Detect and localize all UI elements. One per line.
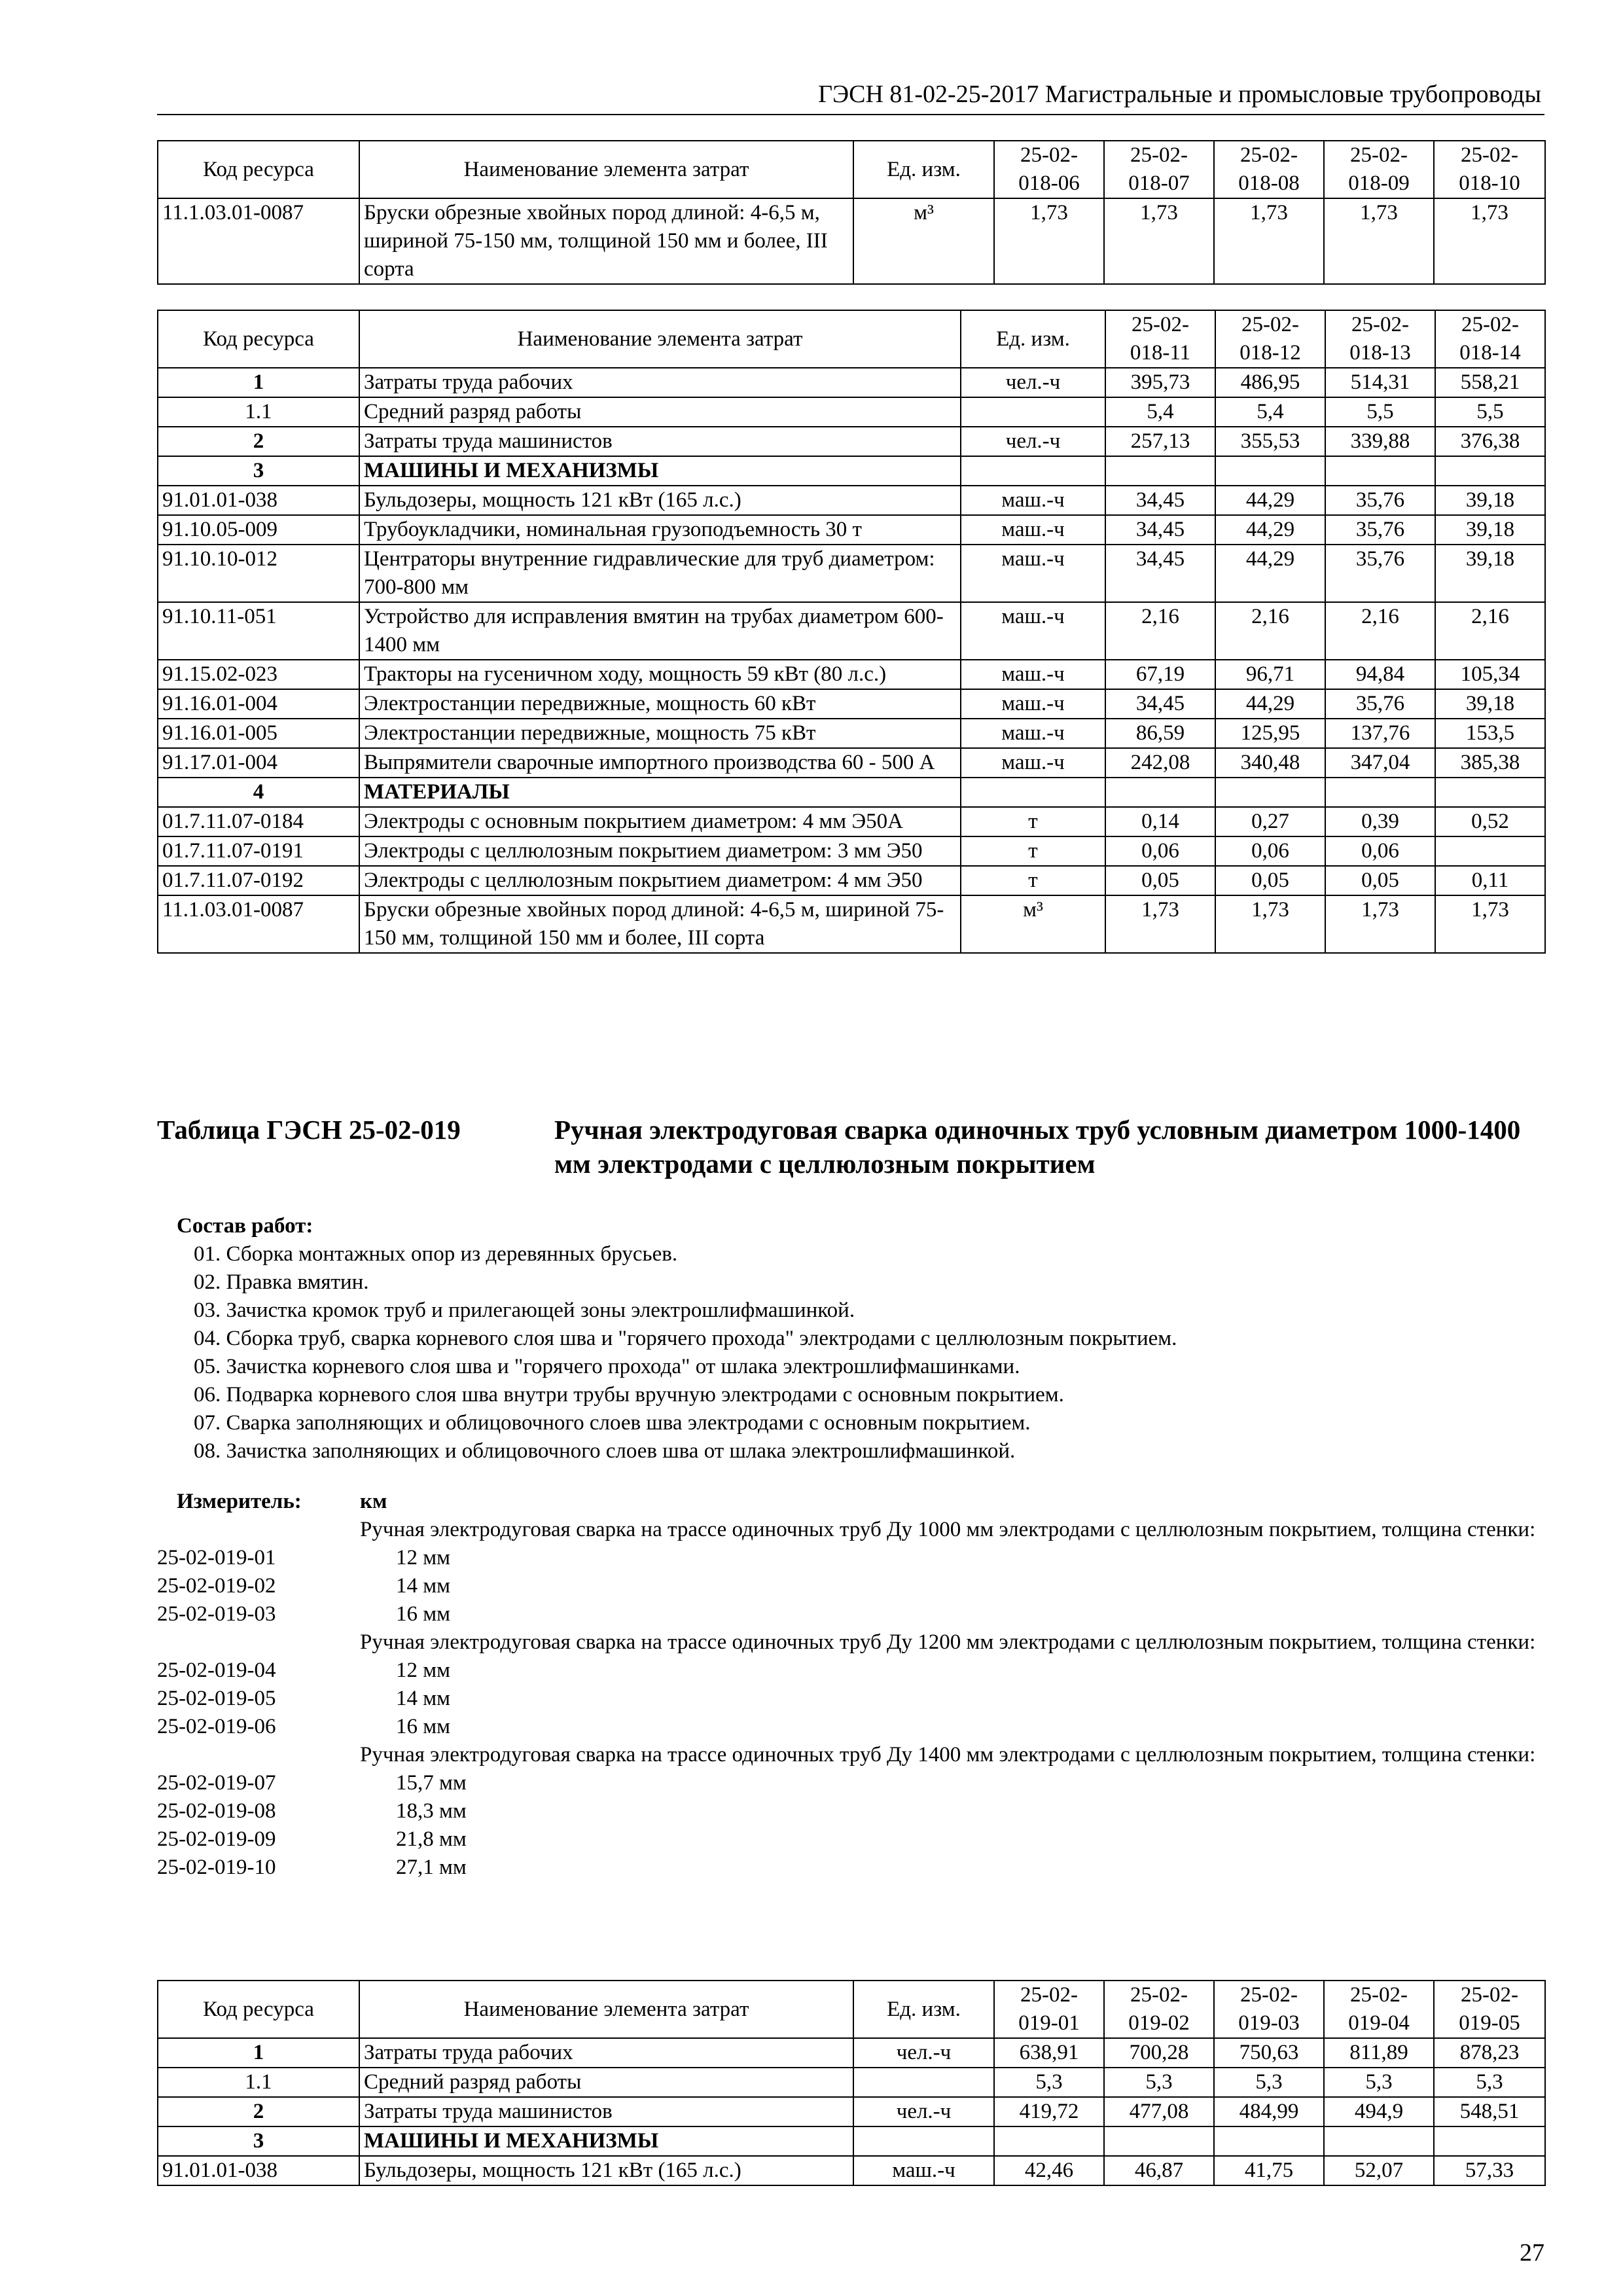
table-row (158, 486, 1545, 515)
resource-code: 2 (158, 427, 359, 456)
table-row (158, 778, 1545, 807)
norm-value: 5,5 (1435, 397, 1545, 427)
norm-value (1104, 2126, 1214, 2156)
resource-name: Электроды с целлюлозным покрытием диаметром: 4 мм Э50 (359, 866, 961, 895)
norm-code: 25-02-019-04 (157, 1659, 276, 1682)
norm-value: 700,28 (1104, 2038, 1214, 2068)
resource-name: Электроды с целлюлозным покрытием диаметром: 3 мм Э50 (359, 836, 961, 866)
norm-value: 2,16 (1105, 602, 1215, 660)
table-row (158, 2038, 1545, 2068)
norm-value: 5,3 (1104, 2068, 1214, 2097)
resource-name: Бруски обрезные хвойных пород длиной: 4-6,5 м, шириной 75-150 мм, толщиной 150 мм и более, III сорта (359, 198, 853, 284)
header-norm-code: 25-02- 018-13 (1325, 310, 1435, 368)
table-row (158, 719, 1545, 748)
table-row (158, 515, 1545, 545)
resource-code: 1 (158, 368, 359, 397)
norm-value: 355,53 (1215, 427, 1325, 456)
table-row (158, 427, 1545, 456)
resource-unit: маш.-ч (961, 486, 1105, 515)
norm-value: 638,91 (994, 2038, 1104, 2068)
norm-value (994, 2126, 1104, 2156)
norm-value: 5,3 (1434, 2068, 1545, 2097)
resource-code: 01.7.11.07-0184 (158, 807, 359, 836)
header-norm-code: 25-02- 019-01 (994, 1981, 1104, 2038)
norm-code: 25-02-019-10 (157, 1856, 276, 1879)
measurer-description: Ручная электродуговая сварка на трассе одиночных труб Ду 1000 мм электродами с целлюлозным покрытием, толщина стенки: (360, 1518, 1536, 1541)
header-row (158, 310, 1545, 368)
norm-value (1435, 836, 1545, 866)
norm-value: 0,52 (1435, 807, 1545, 836)
norm-value: 1,73 (1434, 198, 1545, 284)
table-row (158, 397, 1545, 427)
resource-code: 1.1 (158, 2068, 359, 2097)
resource-unit: маш.-ч (961, 719, 1105, 748)
norm-code: 25-02-019-01 (157, 1546, 276, 1570)
norm-value: 0,39 (1325, 807, 1435, 836)
table-row (158, 368, 1545, 397)
resource-code: 01.7.11.07-0192 (158, 866, 359, 895)
resource-code: 91.01.01-038 (158, 486, 359, 515)
header-code: Код ресурса (158, 141, 359, 198)
norm-value: 39,18 (1435, 486, 1545, 515)
header-norm-code: 25-02- 019-03 (1214, 1981, 1324, 2038)
page-header (157, 77, 1544, 115)
table-row (158, 689, 1545, 719)
norm-value: 1,73 (1214, 198, 1324, 284)
norm-value: 86,59 (1105, 719, 1215, 748)
wall-thickness: 14 мм (396, 1574, 451, 1598)
resource-unit: маш.-ч (961, 748, 1105, 778)
work-composition-label: Состав работ: (177, 1214, 313, 1238)
resource-unit: маш.-ч (961, 660, 1105, 689)
norm-value: 42,46 (994, 2156, 1104, 2185)
norm-value: 0,06 (1215, 836, 1325, 866)
resource-code: 1.1 (158, 397, 359, 427)
header-name: Наименование элемента затрат (359, 141, 853, 198)
norm-value: 153,5 (1435, 719, 1545, 748)
header-norm-code: 25-02- 018-12 (1215, 310, 1325, 368)
norm-value: 5,3 (994, 2068, 1104, 2097)
resource-unit: чел.-ч (961, 368, 1105, 397)
measurer-item (157, 1600, 1544, 1628)
table-row (158, 545, 1545, 602)
measurer-item (157, 1769, 1544, 1797)
header-row (158, 141, 1545, 198)
norm-value: 750,63 (1214, 2038, 1324, 2068)
norm-value: 44,29 (1215, 689, 1325, 719)
resource-unit: маш.-ч (961, 602, 1105, 660)
resource-code: 11.1.03.01-0087 (158, 198, 359, 284)
resource-table-018-06-10 (157, 140, 1546, 285)
table-row (158, 807, 1545, 836)
resource-unit (961, 456, 1105, 486)
resource-name: Средний разряд работы (359, 397, 961, 427)
norm-value: 385,38 (1435, 748, 1545, 778)
resource-code: 1 (158, 2038, 359, 2068)
header-norm-code: 25-02- 018-11 (1105, 310, 1215, 368)
norm-value: 5,4 (1105, 397, 1215, 427)
resource-code: 4 (158, 778, 359, 807)
norm-value: 339,88 (1325, 427, 1435, 456)
table-name: Ручная электродуговая сварка одиночных труб условным диаметром 1000-1400 мм электродами с целлюлозным покрытием (554, 1115, 1521, 1179)
table-row (158, 660, 1545, 689)
norm-value: 494,9 (1324, 2097, 1434, 2126)
resource-unit: маш.-ч (961, 689, 1105, 719)
resource-code: 3 (158, 2126, 359, 2156)
table-row (158, 2068, 1545, 2097)
norm-value: 0,06 (1105, 836, 1215, 866)
norm-value: 0,14 (1105, 807, 1215, 836)
document-title: ГЭСН 81-02-25-2017 Магистральные и промысловые трубопроводы (818, 81, 1541, 108)
resource-unit: м³ (853, 198, 994, 284)
measurer-item (157, 1685, 1544, 1713)
norm-value: 5,3 (1324, 2068, 1434, 2097)
header-norm-code: 25-02- 018-07 (1104, 141, 1214, 198)
norm-value: 558,21 (1435, 368, 1545, 397)
table-row (158, 836, 1545, 866)
resource-table-018-11-14 (157, 310, 1546, 954)
wall-thickness: 14 мм (396, 1687, 451, 1710)
wall-thickness: 27,1 мм (396, 1856, 467, 1879)
resource-unit: маш.-ч (961, 515, 1105, 545)
work-item: 07. Сварка заполняющих и облицовочного слоев шва электродами с основным покрытием. (194, 1411, 1031, 1435)
norm-value: 0,11 (1435, 866, 1545, 895)
norm-value: 5,4 (1215, 397, 1325, 427)
resource-unit: т (961, 807, 1105, 836)
norm-value: 811,89 (1324, 2038, 1434, 2068)
resource-name: МАШИНЫ И МЕХАНИЗМЫ (359, 2126, 853, 2156)
header-name: Наименование элемента затрат (359, 1981, 853, 2038)
work-item: 01. Сборка монтажных опор из деревянных брусьев. (194, 1242, 678, 1266)
norm-value: 0,05 (1105, 866, 1215, 895)
norm-code: 25-02-019-07 (157, 1771, 276, 1795)
norm-value: 39,18 (1435, 545, 1545, 602)
norm-code: 25-02-019-08 (157, 1799, 276, 1823)
work-item: 02. Правка вмятин. (194, 1270, 369, 1294)
norm-value: 35,76 (1325, 486, 1435, 515)
resource-name: МАШИНЫ И МЕХАНИЗМЫ (359, 456, 961, 486)
norm-value: 2,16 (1325, 602, 1435, 660)
resource-unit (961, 778, 1105, 807)
resource-table-019-01-05 (157, 1980, 1546, 2186)
header-norm-code: 25-02- 018-09 (1324, 141, 1434, 198)
resource-name: Затраты труда машинистов (359, 427, 961, 456)
norm-value: 1,73 (1435, 895, 1545, 953)
norm-code: 25-02-019-03 (157, 1602, 276, 1626)
wall-thickness: 18,3 мм (396, 1799, 467, 1823)
norm-value: 0,27 (1215, 807, 1325, 836)
resource-unit: чел.-ч (853, 2097, 994, 2126)
resource-name: Электроды с основным покрытием диаметром: 4 мм Э50А (359, 807, 961, 836)
resource-unit: т (961, 836, 1105, 866)
norm-value: 1,73 (994, 198, 1104, 284)
norm-value: 376,38 (1435, 427, 1545, 456)
norm-value (1434, 2126, 1545, 2156)
measurer-description: Ручная электродуговая сварка на трассе одиночных труб Ду 1400 мм электродами с целлюлозным покрытием, толщина стенки: (360, 1743, 1536, 1767)
resource-name: Затраты труда машинистов (359, 2097, 853, 2126)
norm-value: 878,23 (1434, 2038, 1545, 2068)
header-unit: Ед. изм. (961, 310, 1105, 368)
measurer-item (157, 1825, 1544, 1854)
header-norm-code: 25-02- 019-02 (1104, 1981, 1214, 2038)
work-item: 04. Сборка труб, сварка корневого слоя шва и "горячего прохода" электродами с целлюлозным покрытием. (194, 1327, 1177, 1350)
measurer-item (157, 1713, 1544, 1741)
header-code: Код ресурса (158, 1981, 359, 2038)
page-number: 27 (1520, 2239, 1544, 2267)
norm-value: 52,07 (1324, 2156, 1434, 2185)
resource-name: Затраты труда рабочих (359, 2038, 853, 2068)
resource-code: 11.1.03.01-0087 (158, 895, 359, 953)
resource-name: МАТЕРИАЛЫ (359, 778, 961, 807)
norm-value: 35,76 (1325, 515, 1435, 545)
wall-thickness: 21,8 мм (396, 1827, 467, 1851)
norm-value: 242,08 (1105, 748, 1215, 778)
work-item: 05. Зачистка корневого слоя шва и "горячего прохода" от шлака электрошлифмашинками. (194, 1355, 1020, 1378)
resource-name: Затраты труда рабочих (359, 368, 961, 397)
norm-value: 1,73 (1104, 198, 1214, 284)
table-row (158, 748, 1545, 778)
header-norm-code: 25-02- 018-06 (994, 141, 1104, 198)
resource-unit: маш.-ч (853, 2156, 994, 2185)
header-row (158, 1981, 1545, 2038)
resource-code: 91.10.10-012 (158, 545, 359, 602)
wall-thickness: 16 мм (396, 1715, 451, 1738)
resource-code: 91.16.01-004 (158, 689, 359, 719)
measurer-item (157, 1572, 1544, 1600)
norm-value (1324, 2126, 1434, 2156)
resource-code: 91.15.02-023 (158, 660, 359, 689)
measurer-item (157, 1854, 1544, 1882)
work-composition (177, 1212, 1538, 1465)
work-item: 03. Зачистка кромок труб и прилегающей зоны электрошлифмашинкой. (194, 1299, 855, 1322)
norm-value: 67,19 (1105, 660, 1215, 689)
table-row (158, 456, 1545, 486)
measurer-item (157, 1544, 1544, 1572)
resource-unit (853, 2068, 994, 2097)
norm-value: 1,73 (1325, 895, 1435, 953)
resource-unit: т (961, 866, 1105, 895)
norm-value: 35,76 (1325, 689, 1435, 719)
resource-name: Бульдозеры, мощность 121 кВт (165 л.с.) (359, 486, 961, 515)
norm-value: 44,29 (1215, 486, 1325, 515)
work-item: 08. Зачистка заполняющих и облицовочного слоев шва от шлака электрошлифмашинкой. (194, 1439, 1016, 1463)
resource-name: Средний разряд работы (359, 2068, 853, 2097)
header-unit: Ед. изм. (853, 1981, 994, 2038)
resource-code: 01.7.11.07-0191 (158, 836, 359, 866)
norm-value: 477,08 (1104, 2097, 1214, 2126)
norm-value: 347,04 (1325, 748, 1435, 778)
norm-value: 46,87 (1104, 2156, 1214, 2185)
resource-name: Бульдозеры, мощность 121 кВт (165 л.с.) (359, 2156, 853, 2185)
norm-value: 5,5 (1325, 397, 1435, 427)
table-row (158, 895, 1545, 953)
header-norm-code: 25-02- 019-05 (1434, 1981, 1545, 2038)
header-code: Код ресурса (158, 310, 359, 368)
norm-code: 25-02-019-06 (157, 1715, 276, 1738)
resource-unit: маш.-ч (961, 545, 1105, 602)
resource-name: Устройство для исправления вмятин на трубах диаметром 600-1400 мм (359, 602, 961, 660)
resource-code: 3 (158, 456, 359, 486)
norm-value: 1,73 (1105, 895, 1215, 953)
resource-name: Электростанции передвижные, мощность 60 кВт (359, 689, 961, 719)
resource-name: Тракторы на гусеничном ходу, мощность 59 кВт (80 л.с.) (359, 660, 961, 689)
norm-value (1435, 778, 1545, 807)
resource-code: 91.17.01-004 (158, 748, 359, 778)
resource-code: 91.16.01-005 (158, 719, 359, 748)
norm-value: 514,31 (1325, 368, 1435, 397)
header-norm-code: 25-02- 019-04 (1324, 1981, 1434, 2038)
norm-value: 34,45 (1105, 486, 1215, 515)
norm-value: 94,84 (1325, 660, 1435, 689)
norm-value: 395,73 (1105, 368, 1215, 397)
header-norm-code: 25-02- 018-14 (1435, 310, 1545, 368)
norm-value: 486,95 (1215, 368, 1325, 397)
norm-value: 125,95 (1215, 719, 1325, 748)
wall-thickness: 15,7 мм (396, 1771, 467, 1795)
norm-value (1214, 2126, 1324, 2156)
resource-code: 91.10.11-051 (158, 602, 359, 660)
norm-value: 5,3 (1214, 2068, 1324, 2097)
measurer-item (157, 1657, 1544, 1685)
resource-unit (961, 397, 1105, 427)
resource-code: 91.10.05-009 (158, 515, 359, 545)
norm-value (1215, 456, 1325, 486)
table-row (158, 2156, 1545, 2185)
measurer-item (157, 1797, 1544, 1825)
wall-thickness: 12 мм (396, 1659, 451, 1682)
norm-value: 105,34 (1435, 660, 1545, 689)
resource-unit: м³ (961, 895, 1105, 953)
norm-value: 0,05 (1325, 866, 1435, 895)
norm-value: 41,75 (1214, 2156, 1324, 2185)
norm-value: 484,99 (1214, 2097, 1324, 2126)
header-unit: Ед. изм. (853, 141, 994, 198)
norm-value (1215, 778, 1325, 807)
norm-value: 2,16 (1435, 602, 1545, 660)
norm-code: 25-02-019-09 (157, 1827, 276, 1851)
norm-value (1435, 456, 1545, 486)
norm-value: 0,06 (1325, 836, 1435, 866)
norm-value (1105, 456, 1215, 486)
norm-value: 419,72 (994, 2097, 1104, 2126)
norm-value: 1,73 (1215, 895, 1325, 953)
header-norm-code: 25-02- 018-08 (1214, 141, 1324, 198)
norm-value: 548,51 (1434, 2097, 1545, 2126)
resource-code: 91.01.01-038 (158, 2156, 359, 2185)
norm-code: 25-02-019-05 (157, 1687, 276, 1710)
resource-name: Выпрямители сварочные импортного производства 60 - 500 А (359, 748, 961, 778)
resource-unit (853, 2126, 994, 2156)
table-row (158, 866, 1545, 895)
table-code: Таблица ГЭСН 25-02-019 (157, 1115, 461, 1145)
norm-value: 35,76 (1325, 545, 1435, 602)
norm-value: 137,76 (1325, 719, 1435, 748)
norm-value: 96,71 (1215, 660, 1325, 689)
norm-value: 0,05 (1215, 866, 1325, 895)
table-row (158, 2097, 1545, 2126)
norm-value: 44,29 (1215, 515, 1325, 545)
resource-name: Бруски обрезные хвойных пород длиной: 4-6,5 м, шириной 75-150 мм, толщиной 150 мм и более, III сорта (359, 895, 961, 953)
norm-value (1325, 456, 1435, 486)
norm-value (1105, 778, 1215, 807)
measurer-description: Ручная электродуговая сварка на трассе одиночных труб Ду 1200 мм электродами с целлюлозным покрытием, толщина стенки: (360, 1630, 1536, 1654)
table-row (158, 602, 1545, 660)
resource-name: Трубоукладчики, номинальная грузоподъемность 30 т (359, 515, 961, 545)
resource-unit: чел.-ч (961, 427, 1105, 456)
norm-value: 44,29 (1215, 545, 1325, 602)
header-norm-code: 25-02- 018-10 (1434, 141, 1545, 198)
resource-unit: чел.-ч (853, 2038, 994, 2068)
norm-value: 34,45 (1105, 515, 1215, 545)
norm-value: 340,48 (1215, 748, 1325, 778)
norm-value (1325, 778, 1435, 807)
resource-code: 2 (158, 2097, 359, 2126)
table-row (158, 198, 1545, 284)
wall-thickness: 12 мм (396, 1546, 451, 1570)
measurer-label: Измеритель: (177, 1490, 302, 1513)
norm-value: 57,33 (1434, 2156, 1545, 2185)
measurer-block (157, 1488, 1544, 1882)
work-item: 06. Подварка корневого слоя шва внутри трубы вручную электродами с основным покрытием. (194, 1383, 1064, 1407)
norm-value: 1,73 (1324, 198, 1434, 284)
table-row (158, 2126, 1545, 2156)
resource-name: Электростанции передвижные, мощность 75 кВт (359, 719, 961, 748)
header-name: Наименование элемента затрат (359, 310, 961, 368)
resource-name: Центраторы внутренние гидравлические для труб диаметром: 700-800 мм (359, 545, 961, 602)
norm-value: 257,13 (1105, 427, 1215, 456)
norm-value: 39,18 (1435, 515, 1545, 545)
measurer-unit: км (360, 1490, 387, 1513)
norm-value: 2,16 (1215, 602, 1325, 660)
wall-thickness: 16 мм (396, 1602, 451, 1626)
norm-value: 34,45 (1105, 689, 1215, 719)
norm-value: 34,45 (1105, 545, 1215, 602)
norm-code: 25-02-019-02 (157, 1574, 276, 1598)
norm-value: 39,18 (1435, 689, 1545, 719)
